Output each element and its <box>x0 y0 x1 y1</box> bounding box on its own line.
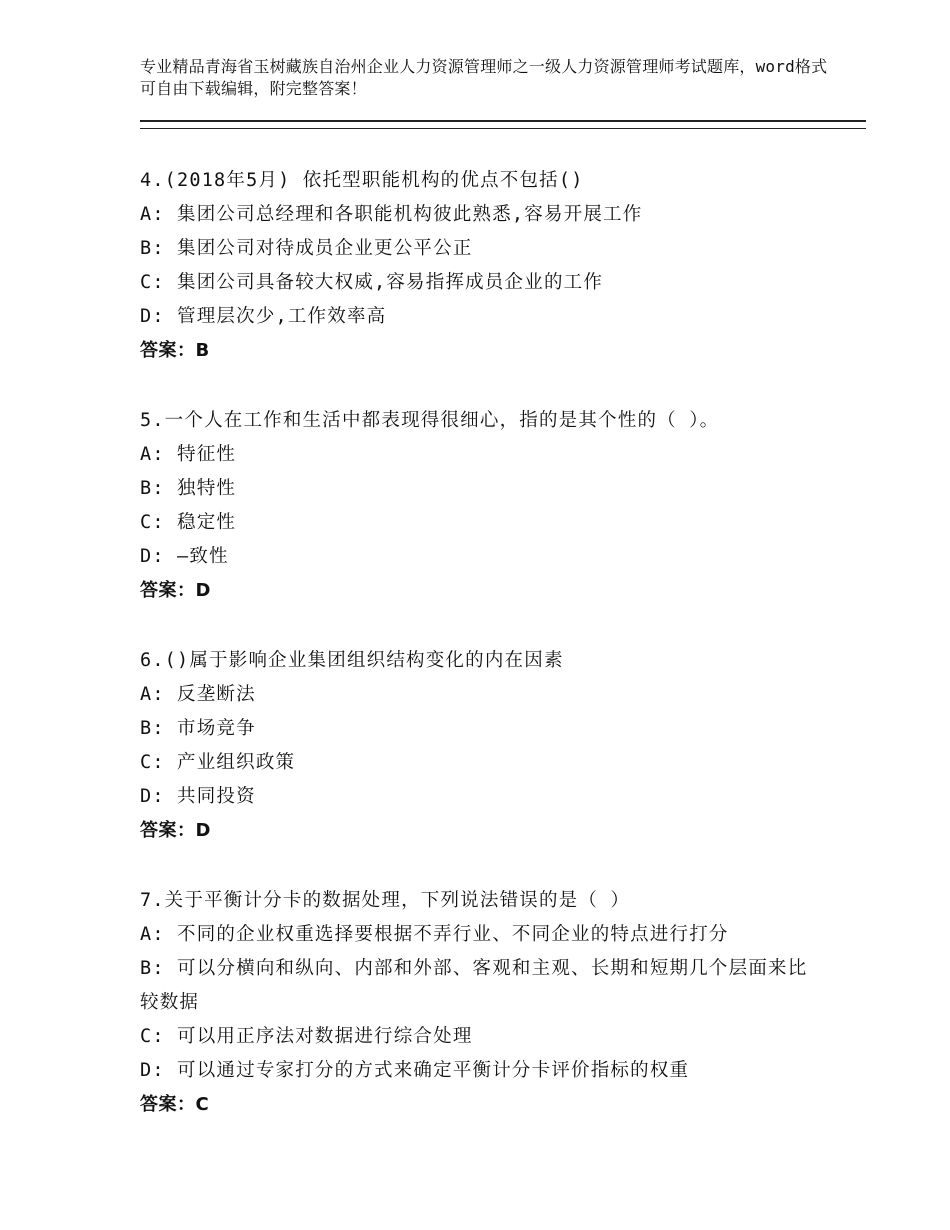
answer-label: 答案：D <box>140 580 211 601</box>
option-d: D: 可以通过专家打分的方式来确定平衡计分卡评价指标的权重 <box>140 1060 690 1081</box>
option-a: A: 特征性 <box>140 444 237 465</box>
document-header <box>140 56 830 100</box>
option-c: C: 稳定性 <box>140 512 237 533</box>
option-b: B: 独特性 <box>140 478 237 499</box>
option-a: A: 反垄断法 <box>140 684 256 705</box>
question-list <box>140 164 840 1158</box>
question-7 <box>140 884 840 1122</box>
option-c: C: 集团公司具备较大权威,容易指挥成员企业的工作 <box>140 272 604 293</box>
question-stem: 6.()属于影响企业集团组织结构变化的内在因素 <box>140 650 564 671</box>
question-5 <box>140 404 840 608</box>
header-divider <box>140 120 866 129</box>
option-a: A: 集团公司总经理和各职能机构彼此熟悉,容易开展工作 <box>140 204 643 225</box>
question-6 <box>140 644 840 848</box>
answer-label: 答案：B <box>140 340 210 361</box>
option-d: D: 管理层次少,工作效率高 <box>140 306 387 327</box>
option-b: B: 可以分横向和纵向、内部和外部、客观和主观、长期和短期几个层面来比较数据 <box>140 958 808 1013</box>
option-d: D: 共同投资 <box>140 786 256 807</box>
option-b: B: 集团公司对待成员企业更公平公正 <box>140 238 473 259</box>
option-b: B: 市场竞争 <box>140 718 256 739</box>
question-stem: 7.关于平衡计分卡的数据处理，下列说法错误的是（ ） <box>140 890 631 911</box>
document-title: 专业精品青海省玉树藏族自治州企业人力资源管理师之一级人力资源管理师考试题库，word格式可自由下载编辑，附完整答案！ <box>140 57 828 98</box>
answer-label: 答案：D <box>140 820 211 841</box>
option-c: C: 产业组织政策 <box>140 752 296 773</box>
option-c: C: 可以用正序法对数据进行综合处理 <box>140 1026 473 1047</box>
question-stem: 5.一个人在工作和生活中都表现得很细心，指的是其个性的（ ）。 <box>140 410 720 431</box>
question-4 <box>140 164 840 368</box>
answer-label: 答案：C <box>140 1094 210 1115</box>
option-d: D: —致性 <box>140 546 229 567</box>
option-a: A: 不同的企业权重选择要根据不弄行业、不同企业的特点进行打分 <box>140 924 729 945</box>
question-stem: 4.(2018年5月) 依托型职能机构的优点不包括() <box>140 170 584 191</box>
